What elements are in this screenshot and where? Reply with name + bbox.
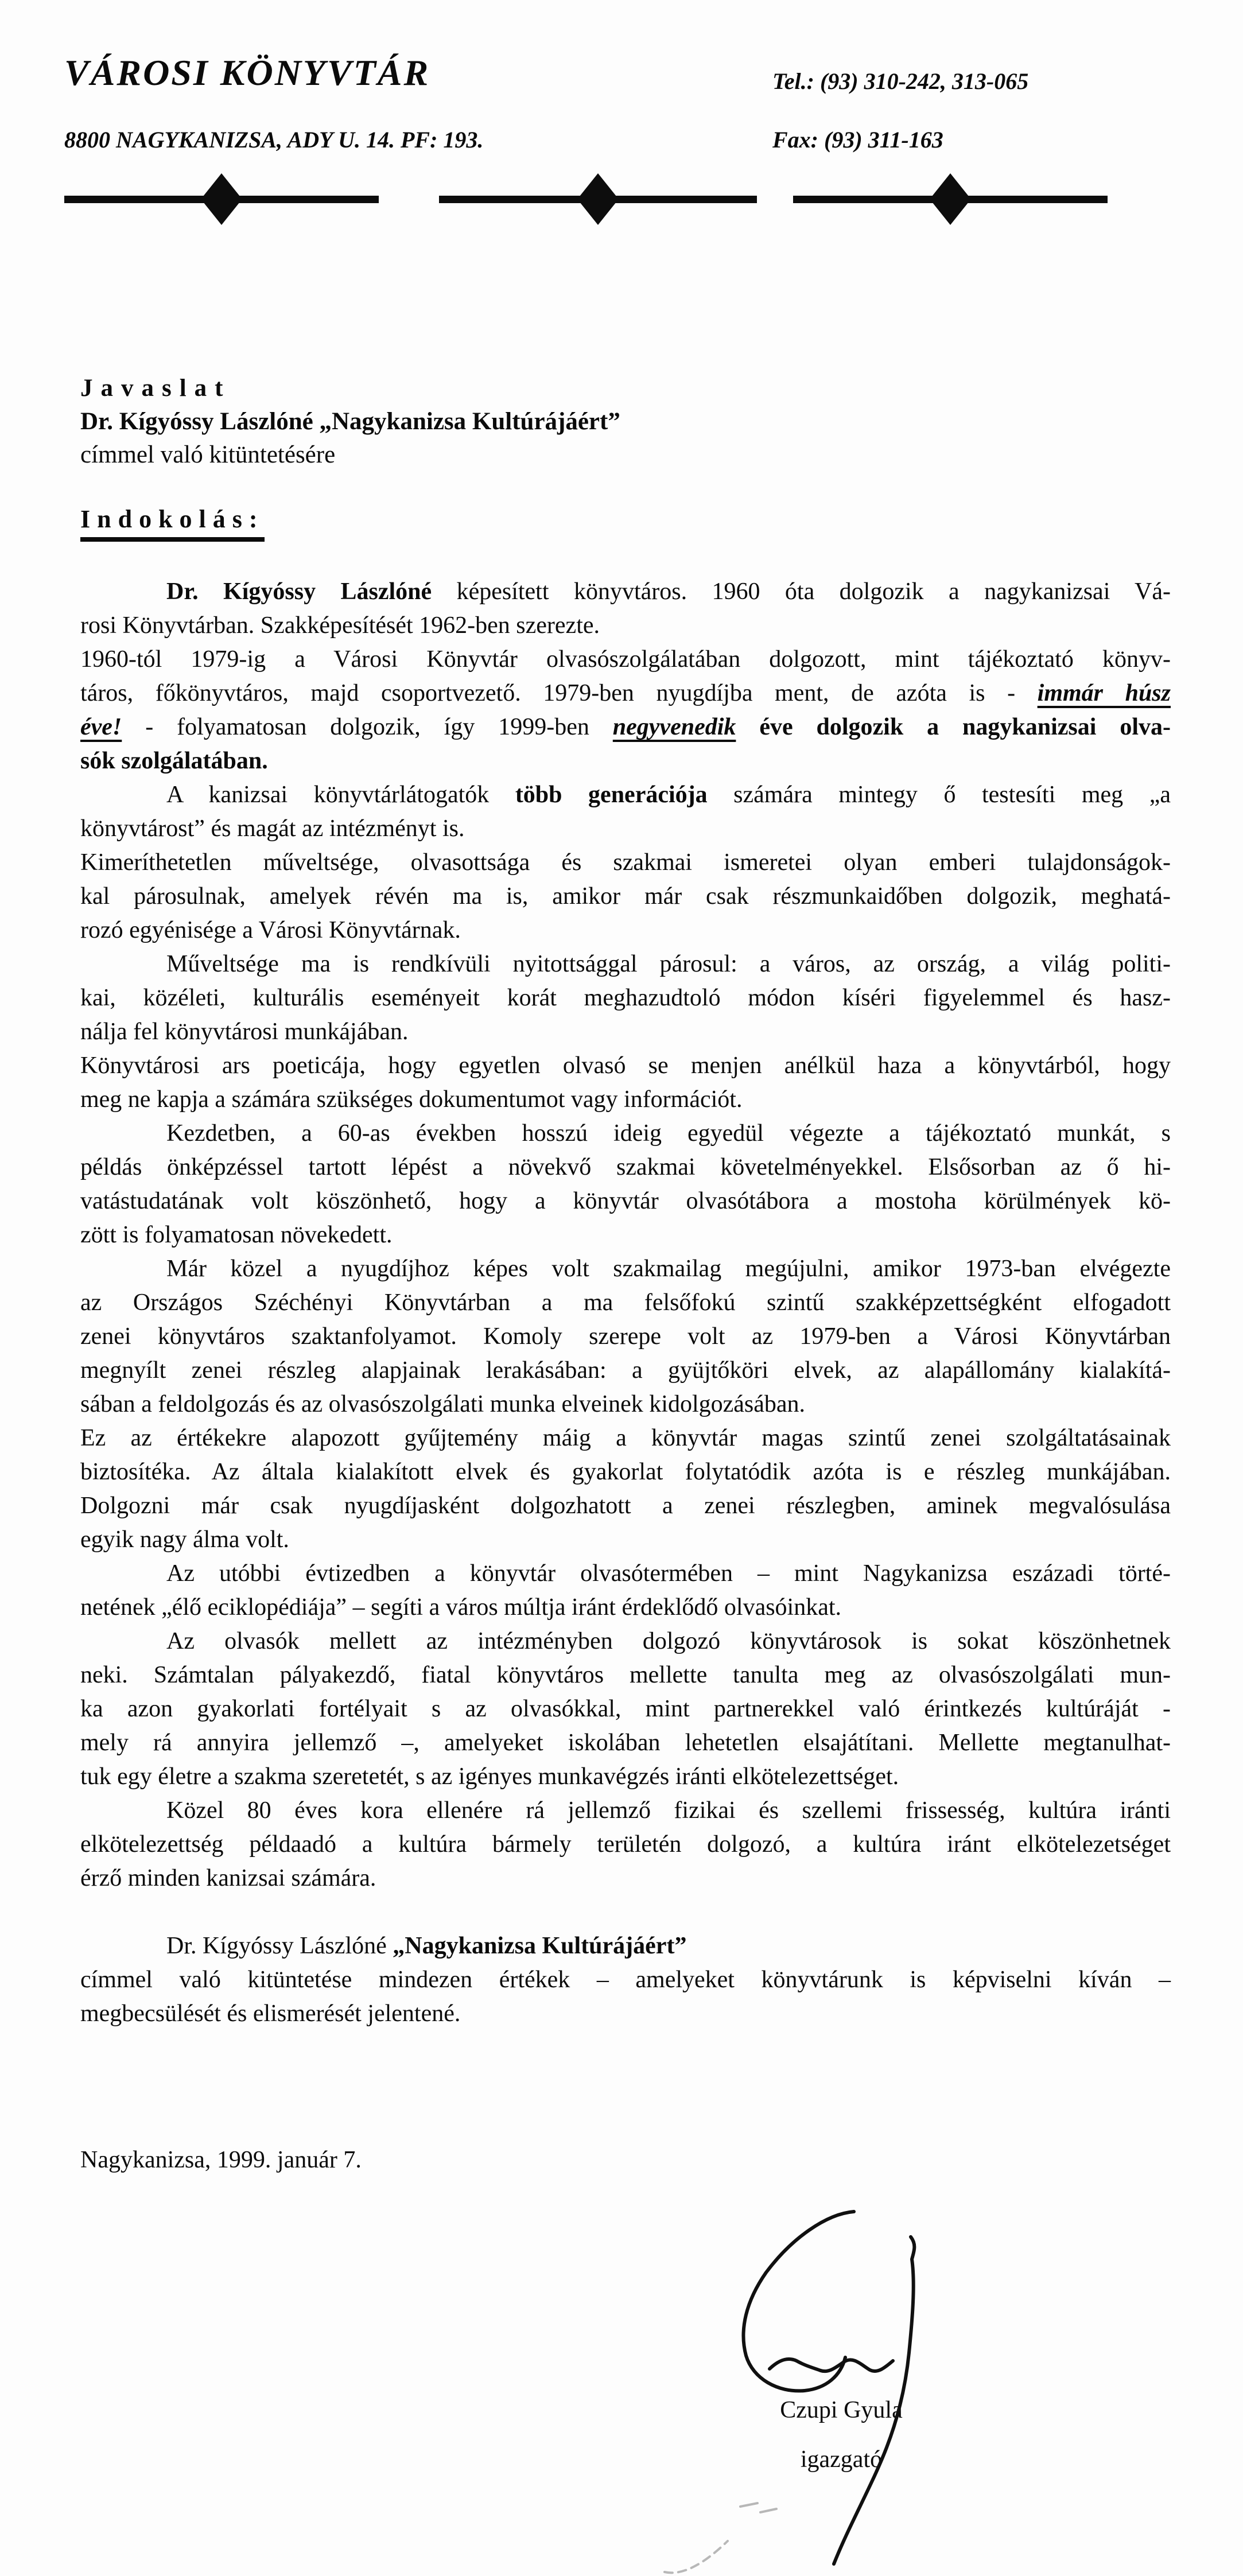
organization-name: VÁROSI KÖNYVTÁR [64,52,430,93]
text-line [80,609,1171,643]
text-run: sában a feldolgozás és az olvasószolgálati munka elveinek kidolgozásában. [80,1391,806,1417]
signature-faint-mark [740,2503,758,2507]
text-line [80,1692,1171,1726]
proposal-title: Javaslat [80,375,231,402]
text-run: Kimeríthetetlen műveltsége, olvasottsága és szakmai ismeretei olyan emberi tulajdonságok- [80,849,1171,876]
text-run: Közel 80 éves kora ellenére rá jellemző fizikai és szellemi frissesség, kultúra iránti [166,1797,1171,1824]
text-run: zött is folyamatosan növekedett. [80,1222,393,1248]
text-line [80,812,1171,846]
text-run: negyvenedik [612,714,736,740]
text-run: példás önképzéssel tartott lépést a növekvő szakmai követelményekkel. Elsősorban az ő hi- [80,1154,1171,1180]
signature-stroke [770,2359,893,2371]
text-line [80,1489,1171,1523]
text-line [80,1726,1171,1760]
text-run: tuk egy életre a szakma szeretetét, s az igényes munkavégzés iránti elkötelezettséget. [80,1763,899,1790]
text-run: Dr. Kígyóssy Lászlóné [166,578,432,605]
text-run: érző minden kanizsai számára. [80,1865,376,1891]
text-run: Az utóbbi évtizedben a könyvtár olvasótermében – mint Nagykanizsa eszázadi törté- [166,1560,1171,1587]
text-run: Ez az értékekre alapozott gyűjtemény máig a könyvtár magas szintű zenei szolgáltatásainak [80,1425,1171,1451]
text-run: táros, főkönyvtáros, majd csoportvezető. 1979-ben nyugdíjba ment, de azóta is - [80,680,1038,706]
text-line [80,1997,1171,2031]
text-line [166,1929,1171,1963]
text-run: biztosítéka. Az általa kialakított elvek és gyakorlat folytatódik azóta is e részleg munkájában. [80,1459,1171,1485]
text-run: rozó egyénisége a Városi Könyvtárnak. [80,917,461,943]
text-run: Már közel a nyugdíjhoz képes volt szakmailag megújulni, amikor 1973-ban elvégezte [166,1256,1171,1282]
text-line [166,1794,1171,1828]
text-run: Az olvasók mellett az intézményben dolgozó könyvtárosok is sokat köszönhetnek [166,1628,1171,1654]
diamond-icon [201,173,242,225]
text-line [80,1286,1171,1320]
text-run: elkötelezettség példaadó a kultúra bármely területén dolgozó, a kultúra iránt elkötelezetséget [80,1831,1171,1858]
divider-segment [439,172,757,226]
text-line [80,1828,1171,1862]
text-run: több generációja [515,782,708,808]
text-run: könyvtárost” és magát az intézményt is. [80,815,465,842]
text-line [166,1557,1171,1591]
text-run: címmel való kitüntetése mindezen értékek – amelyeket könyvtárunk is képviselni kíván – [80,1967,1171,1993]
text-line [80,914,1171,947]
text-line [166,947,1171,981]
text-run: megnyílt zenei részleg alapjainak lerakásában: a gyüjtőköri elvek, az alapállomány kialakítá- [80,1357,1171,1384]
text-run: zenei könyvtáros szaktanfolyamot. Komoly szerepe volt az 1979-ben a Városi Könyvtárban [80,1323,1171,1350]
signature-faint-mark [760,2509,776,2512]
diamond-icon [577,173,619,225]
diamond-icon [930,173,971,225]
text-line [80,880,1171,914]
date-line: Nagykanizsa, 1999. január 7. [80,2147,362,2173]
body-text [80,575,1171,2031]
text-line [80,1760,1171,1794]
proposal-subject: Dr. Kígyóssy Lászlóné „Nagykanizsa Kultúrájáért” [80,408,620,435]
text-run: egyik nagy álma volt. [80,1526,289,1553]
divider-segment [64,172,379,226]
text-run: vatástudatának volt köszönhető, hogy a könyvtár olvasótábora a mostoha körülmények kö- [80,1188,1171,1214]
text-line [80,1455,1171,1489]
text-line [80,1421,1171,1455]
text-line [166,778,1171,812]
signature-icon [654,2204,953,2576]
text-run: immár húsz [1037,680,1171,706]
text-line [80,1658,1171,1692]
signer-name: Czupi Gyula [780,2397,903,2423]
text-run: kai, közéleti, kulturális eseményeit korát meghazudtoló módon kíséri figyelemmel és hasz- [80,985,1171,1011]
phone-line: Tel.: (93) 310-242, 313-065 [772,68,1029,94]
text-line [166,1252,1171,1286]
signature-faint-mark [665,2541,728,2573]
text-run: éve dolgozik a nagykanizsai olva- [759,714,1171,740]
text-line [80,1388,1171,1421]
text-run: A kanizsai könyvtárlátogatók [166,782,515,808]
text-run: nálja fel könyvtárosi munkájában. [80,1019,409,1045]
text-line [80,744,1171,778]
text-line [80,1523,1171,1557]
text-line [80,1218,1171,1252]
text-run: képesített könyvtáros. 1960 óta dolgozik a nagykanizsai Vá- [432,578,1171,605]
text-line [80,1049,1171,1083]
text-run: Könyvtárosi ars poeticája, hogy egyetlen olvasó se menjen anélkül haza a könyvtárból, hogy [80,1052,1171,1079]
text-run: ka azon gyakorlati fortélyait s az olvasókkal, mint partnerekkel való érintkezés kultúráját - [80,1696,1171,1722]
text-line [80,710,1171,744]
text-line [80,1320,1171,1354]
text-run: „Nagykanizsa Kultúrájáért” [393,1933,687,1959]
text-run: kal párosulnak, amelyek révén ma is, amikor már csak részmunkaidőben dolgozik, meghatá- [80,883,1171,910]
text-run: éve! [80,714,122,740]
text-line [80,1151,1171,1184]
text-run [736,714,759,740]
text-run: megbecsülését és elismerését jelentené. [80,2000,461,2027]
text-line [80,677,1171,710]
text-line [80,1862,1171,1895]
text-run: neki. Számtalan pályakezdő, fiatal könyvtáros mellette tanulta meg az olvasószolgálati mun- [80,1662,1171,1688]
fax-line: Fax: (93) 311-163 [772,127,943,153]
text-line [80,981,1171,1015]
text-run: meg ne kapja a számára szükséges dokumentumot vagy információt. [80,1086,743,1113]
text-line [80,1083,1171,1117]
text-run: az Országos Széchényi Könyvtárban a ma felsőfokú szintű szakképzettségként elfogadott [80,1289,1171,1316]
text-run: Dolgozni már csak nyugdíjasként dolgozhatott a zenei részlegben, aminek megvalósulása [80,1493,1171,1519]
text-run: - folyamatosan dolgozik, így 1999-ben [122,714,613,740]
signature-stroke [743,2212,854,2391]
text-run: Műveltsége ma is rendkívüli nyitottsággal párosul: a város, az ország, a világ politi- [166,951,1171,977]
text-run: számára mintegy ő testesíti meg „a [707,782,1171,808]
text-line [80,1015,1171,1049]
text-run: mely rá annyira jellemző –, amelyeket iskolában lehetetlen elsajátítani. Mellette megtanulhat- [80,1730,1171,1756]
text-run: Dr. Kígyóssy Lászlóné [166,1933,393,1959]
text-line [166,1117,1171,1151]
text-line [80,643,1171,677]
address-line: 8800 NAGYKANIZSA, ADY U. 14. PF: 193. [64,127,484,153]
text-line [166,575,1171,609]
text-line [80,846,1171,880]
section-heading [80,505,265,542]
text-line [80,1184,1171,1218]
text-run: netének „élő eciklopédiája” – segíti a város múltja iránt érdeklődő olvasóinkat. [80,1594,842,1621]
signature-block [747,2398,936,2472]
text-run: 1960-tól 1979-ig a Városi Könyvtár olvasószolgálatában dolgozott, mint tájékoztató könyv- [80,646,1171,673]
divider-segment [793,172,1108,226]
text-run: rosi Könyvtárban. Szakképesítését 1962-ben szerezte. [80,612,600,639]
text-run: Kezdetben, a 60-as években hosszú ideig egyedül végezte a tájékoztató munkát, s [166,1120,1171,1147]
text-run: sók szolgálatában. [80,748,268,774]
text-line [166,1625,1171,1658]
signer-title: igazgató [800,2446,883,2473]
section-heading-text: Indokolás: [80,505,265,542]
text-line [80,1591,1171,1625]
text-line [80,1963,1171,1997]
text-line [80,1354,1171,1388]
proposal-subject-suffix: címmel való kitüntetésére [80,441,336,468]
